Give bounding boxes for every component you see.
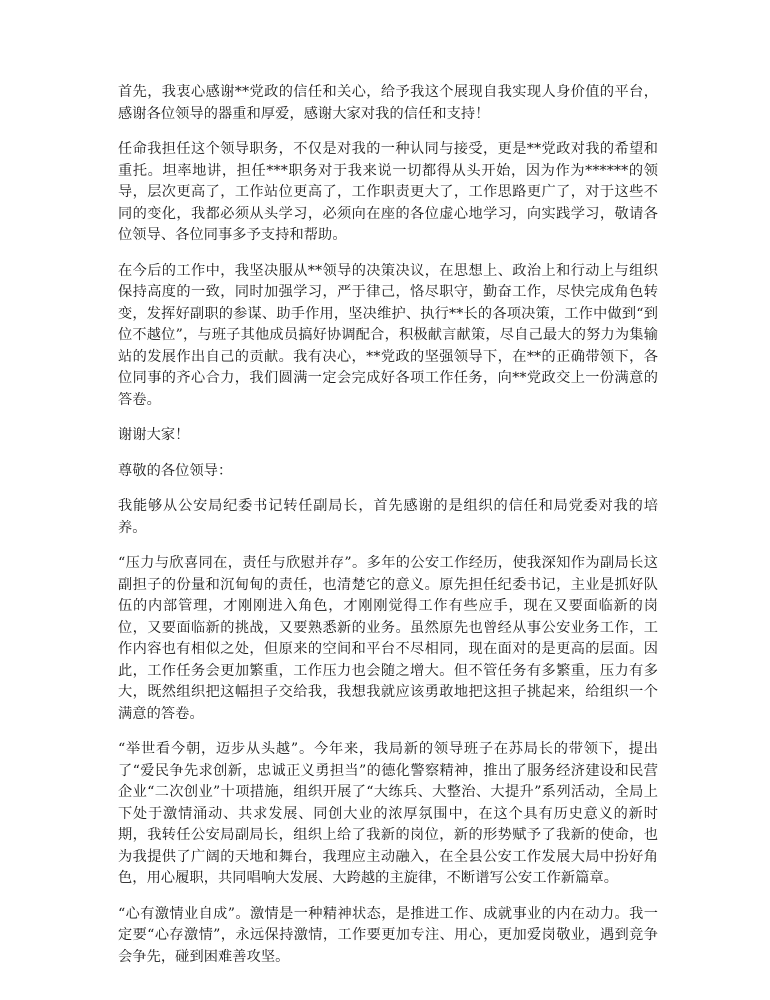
paragraph-5: 尊敬的各位领导： (118, 462, 233, 479)
paragraph-4: 谢谢大家！ (118, 427, 190, 443)
paragraph-7: “压力与欣喜同在，责任与欣慰并存”。多年的公安工作经历，使我深知作为副局长这副担子的份量和沉甸甸的责任，也清楚它的意义。原先担任纪委书记，主业是抓好队伍的内部管理，才刚刚进入角色，才刚刚觉得工作有些应手，现在又要面临新的岗位，又要面临新的挑战，又要熟悉新的业务。虽然原先也曾经从事公安业务工作，工作内容也有相似之处，但原来的空间和平台不尽相同，现在面对的是更高的层面。因此，工作任务会更加繁重，工作压力也会随之增大。但不管任务有多繁重，压力有多大，既然组织把这幅担子交给我，我想我就应该勇敢地把这担子挑起来，给组织一个满意的答卷。 (118, 555, 658, 722)
paragraph-9: “心有激情业自成”。激情是一种精神状态，是推进工作、成就事业的内在动力。我一定要“心存激情”，永远保持激情，工作要更加专注、用心，更加爱岗敬业，遇到竞争会争先，碰到困难善攻坚。 (118, 905, 658, 965)
paragraph-1: 首先，我衷心感谢**党政的信任和关心，给予我这个展现自我实现人身价值的平台，感谢各位领导的器重和厚爱，感谢大家对我的信任和支持！ (118, 84, 658, 122)
paragraph-2: 任命我担任这个领导职务，不仅是对我的一种认同与接受，更是**党政对我的希望和重托。坦率地讲，担任***职务对于我来说一切都得从头开始，因为作为******的领导，层次更高了，工作站位更高了，工作职责更大了，工作思路更广了，对于这些不同的变化，我都必须从头学习，必须向在座的各位虚心地学习，向实践学习，敬请各位领导、各位同事多予支持和帮助。 (118, 141, 658, 243)
paragraph-8: “举世看今朝，迈步从头越”。今年来，我局新的领导班子在苏局长的带领下，提出了“爱民争先求创新，忠诚正义勇担当”的德化警察精神，推出了服务经济建设和民营企业“二次创业”十项措施，组织开展了“大练兵、大整治、大提升”系列活动，全局上下处于激情涌动、共求发展、同创大业的浓厚氛围中，在这个具有历史意义的新时期，我转任公安局副局长，组织上给了我新的岗位，新的形势赋予了我新的使命，也为我提供了广阔的天地和舞台，我理应主动融入，在全县公安工作发展大局中扮好角色，用心履职，共同唱响大发展、大跨越的主旋律，不断谱写公安工作新篇章。 (118, 741, 658, 886)
paragraph-6: 我能够从公安局纪委书记转任副局长，首先感谢的是组织的信任和局党委对我的培养。 (118, 498, 658, 536)
document-body (118, 82, 658, 982)
paragraph-3: 在今后的工作中，我坚决服从**领导的决策决议，在思想上、政治上和行动上与组织保持高度的一致，同时加强学习，严于律己，恪尽职守，勤奋工作，尽快完成角色转变，发挥好副职的参谋、助手作用，坚决维护、执行**长的各项决策，工作中做到“到位不越位”，与班子其他成员搞好协调配合，积极献言献策，尽自己最大的努力为集输站的发展作出自己的贡献。我有决心，**党政的坚强领导下，在**的正确带领下，各位同事的齐心合力，我们圆满一定会完成好各项工作任务，向**党政交上一份满意的答卷。 (118, 262, 658, 408)
